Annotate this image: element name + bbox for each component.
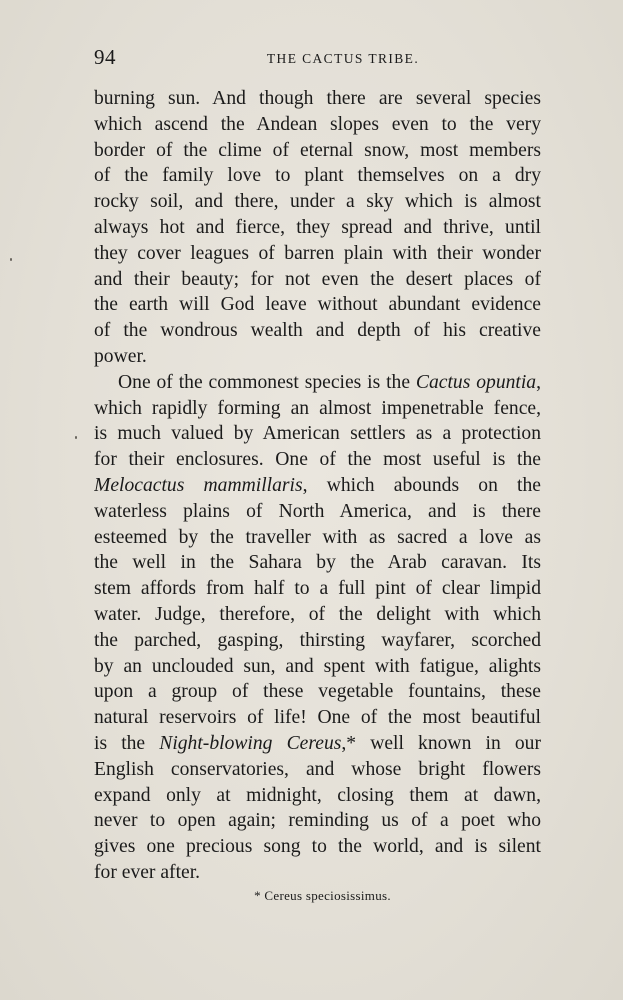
- text-line: expand only at midnight, closing them at dawn,: [94, 784, 541, 806]
- text-line: the parched, gasping, thirsting wayfarer, scorched: [94, 629, 541, 651]
- text-line: for ever after.: [94, 861, 201, 883]
- text-line: which ascend the Andean slopes even to the very: [94, 113, 541, 135]
- text-line: water. Judge, therefore, of the delight with which: [94, 603, 541, 625]
- text-line: the well in the Sahara by the Arab caravan. Its: [94, 552, 541, 574]
- text-line: upon a group of these vegetable fountains, these: [94, 681, 541, 703]
- line-text: is the: [94, 732, 160, 754]
- text-line: of the wondrous wealth and depth of his creative: [94, 320, 541, 342]
- text-line: English conservatories, and whose bright flowers: [94, 758, 541, 780]
- text-line: [94, 473, 541, 499]
- page-number: 94: [94, 45, 116, 69]
- text-line: waterless plains of North America, and is there: [94, 500, 541, 522]
- line-text: ,: [536, 371, 541, 393]
- paper-speck: [10, 258, 12, 261]
- species-name: Melocactus mammillaris: [94, 474, 303, 496]
- text-line: is much valued by American settlers as a protection: [94, 423, 541, 445]
- running-title: THE CACTUS TRIBE.: [266, 51, 420, 66]
- text-line: by an unclouded sun, and spent with fatigue, alights: [94, 655, 541, 677]
- line-text: ,* well known in our: [341, 732, 541, 754]
- text-line: border of the clime of eternal snow, most members: [94, 139, 541, 161]
- line-text: One of the commonest species is the: [118, 371, 416, 393]
- text-line: gives one precious song to the world, and is silent: [94, 836, 541, 858]
- text-line: burning sun. And though there are several species: [94, 88, 541, 109]
- text-line: and their beauty; for not even the desert places of: [94, 268, 541, 290]
- text-line: power.: [94, 345, 147, 367]
- page-header: [94, 45, 534, 71]
- text-line: esteemed by the traveller with as sacred a love as: [94, 526, 541, 548]
- body-text: [94, 86, 541, 886]
- species-name: Night-blowing Cereus: [159, 732, 342, 754]
- text-line: stem affords from half to a full pint of clear limpid: [94, 578, 541, 600]
- text-line: rocky soil, and there, under a sky which is almost: [94, 191, 541, 213]
- paper-speck: [75, 436, 77, 439]
- text-line: natural reservoirs of life! One of the most beautiful: [94, 707, 541, 729]
- text-line: for their enclosures. One of the most useful is the: [94, 449, 541, 471]
- text-line: they cover leagues of barren plain with their wonder: [94, 242, 541, 264]
- text-line: which rapidly forming an almost impenetrable fence,: [94, 397, 541, 419]
- text-line: [94, 731, 541, 757]
- text-line: [94, 370, 541, 396]
- text-line: never to open again; reminding us of a poet who: [94, 810, 541, 832]
- footnote: * Cereus speciosissimus.: [254, 888, 391, 903]
- species-name: Cactus opuntia: [415, 371, 537, 393]
- text-line: of the family love to plant themselves on a dry: [94, 165, 541, 187]
- text-line: always hot and fierce, they spread and thrive, until: [94, 216, 541, 238]
- text-line: the earth will God leave without abundant evidence: [94, 294, 541, 316]
- line-text: , which abounds on the: [302, 474, 541, 496]
